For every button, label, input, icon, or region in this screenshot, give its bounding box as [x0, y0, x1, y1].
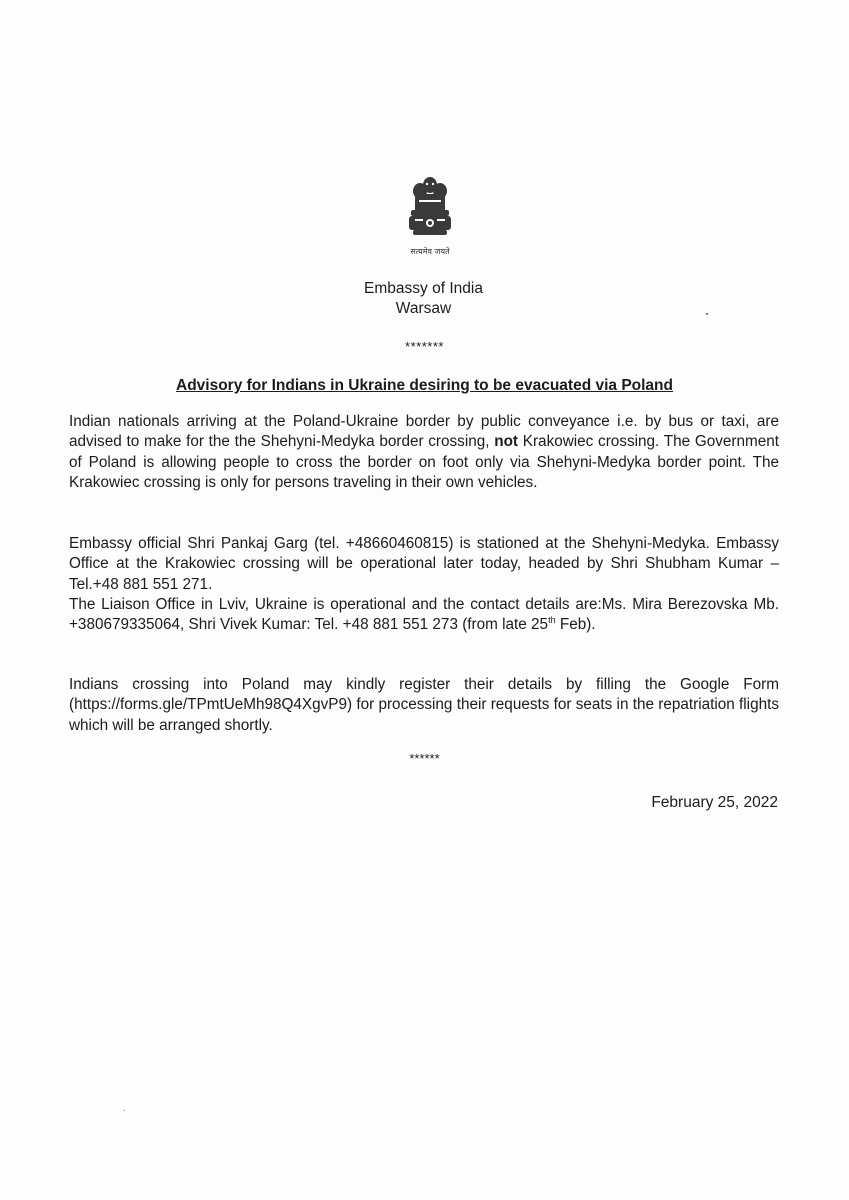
paragraph2-line2-b: Feb).: [555, 616, 596, 634]
emblem-motto: सत्यमेव जयते: [410, 247, 450, 256]
document-date: February 25, 2022: [651, 794, 778, 811]
paragraph-registration: Indians crossing into Poland may kindly register their details by filling the Google Form (https://forms.gle/TPmtUeMh98Q4XgvP9) for processing their requests for seats in the repatriation flights which will be arranged shortly.: [69, 676, 779, 734]
paragraph-border-crossing: [69, 412, 779, 493]
scan-speck: [706, 313, 708, 315]
scan-speck: [124, 1110, 125, 1111]
paragraph2-line2-sup: th: [548, 615, 556, 626]
paragraph-contacts: [69, 534, 779, 635]
paragraph2-line2-a: The Liaison Office in Lviv, Ukraine is operational and the contact details are:Ms. Mira Berezovska Mb. +380679335064, Shri Vivek Kumar: Tel. +48 881 551 273 (from late 25: [69, 595, 779, 634]
paragraph1-emphasis: not: [494, 433, 519, 451]
embassy-city: Warsaw: [395, 300, 452, 317]
paragraph2-line2: [69, 595, 779, 636]
separator-bottom: ******: [409, 751, 440, 766]
advisory-title: Advisory for Indians in Ukraine desiring to be evacuated via Poland: [176, 377, 673, 394]
paragraph2-line1: Embassy official Shri Pankaj Garg (tel. +48660460815) is stationed at the Shehyni-Medyka. Embassy Office at the Krakowiec crossing will be operational later today, headed by Shri Shubham Kumar – Tel.+48 881 551 271.: [69, 535, 779, 593]
paragraph1-text-b: Krakowiec crossing. The Government of Poland is allowing people to cross the border on foot only via Shehyni-Medyka border point. The Krakowiec crossing is only for persons traveling in their own vehicles.: [69, 433, 779, 491]
separator-top: *******: [405, 339, 444, 354]
embassy-name: Embassy of India: [364, 280, 483, 297]
paragraph1-text-a: Indian nationals arriving at the Poland-Ukraine border by public conveyance i.e. by bus or taxi, are advised to make for the the Shehyni-Medyka border crossing,: [69, 413, 779, 451]
